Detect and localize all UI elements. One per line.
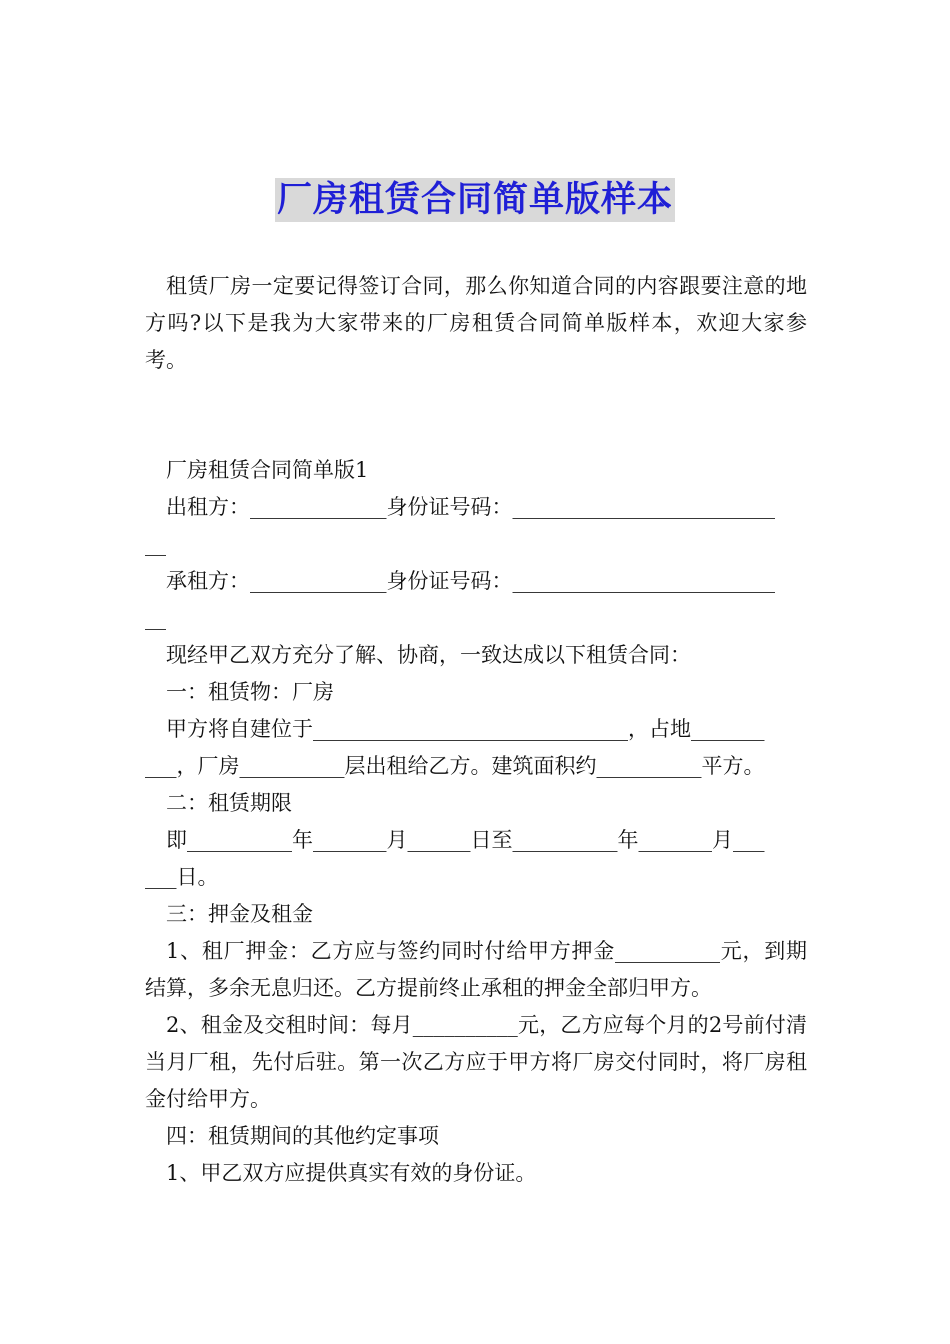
item1-text-line2: ___，厂房__________层出租给乙方。建筑面积约__________平方。 (145, 754, 765, 778)
agreement-statement: 现经甲乙双方充分了解、协商，一致达成以下租赁合同： (166, 643, 691, 667)
item3-heading: 三：押金及租金 (166, 902, 313, 926)
item1-text-line1: 甲方将自建位于______________________________，占地_______ (166, 717, 765, 741)
item3-deposit-paragraph: 1、租厂押金：乙方应与签约同时付给甲方押金__________元，到期结算，多余无息归还。乙方提前终止承租的押金全部归甲方。 (145, 939, 807, 1000)
lessor-line: 出租方：_____________身份证号码：_________________________ (166, 495, 775, 519)
document-title: 厂房租赁合同简单版样本 (276, 180, 673, 220)
item1-heading: 一：租赁物：厂房 (166, 680, 334, 704)
item2-text-line1: 即__________年_______月______日至__________年_______月___ (166, 828, 765, 852)
intro-block (145, 268, 807, 379)
lessee-line-continuation: __ (145, 606, 166, 630)
item4-heading: 四：租赁期间的其他约定事项 (166, 1124, 439, 1148)
title-container (0, 178, 950, 222)
lessee-line: 承租方：_____________身份证号码：_________________________ (166, 569, 775, 593)
item2-heading: 二：租赁期限 (166, 791, 292, 815)
intro-paragraph: 租赁厂房一定要记得签订合同，那么你知道合同的内容跟要注意的地方吗?以下是我为大家带来的厂房租赁合同简单版样本，欢迎大家参考。 (145, 274, 807, 372)
section-heading: 厂房租赁合同简单版1 (166, 458, 369, 482)
item2-text-line2: ___日。 (145, 865, 219, 889)
lessor-line-continuation: __ (145, 532, 166, 556)
item4-paragraph1: 1、甲乙双方应提供真实有效的身份证。 (166, 1161, 537, 1185)
item3-rent-paragraph: 2、租金及交租时间：每月__________元，乙方应每个月的2号前付清当月厂租，先付后驻。第一次乙方应于甲方将厂房交付同时，将厂房租金付给甲方。 (145, 1013, 807, 1111)
contract-body (145, 452, 807, 1192)
